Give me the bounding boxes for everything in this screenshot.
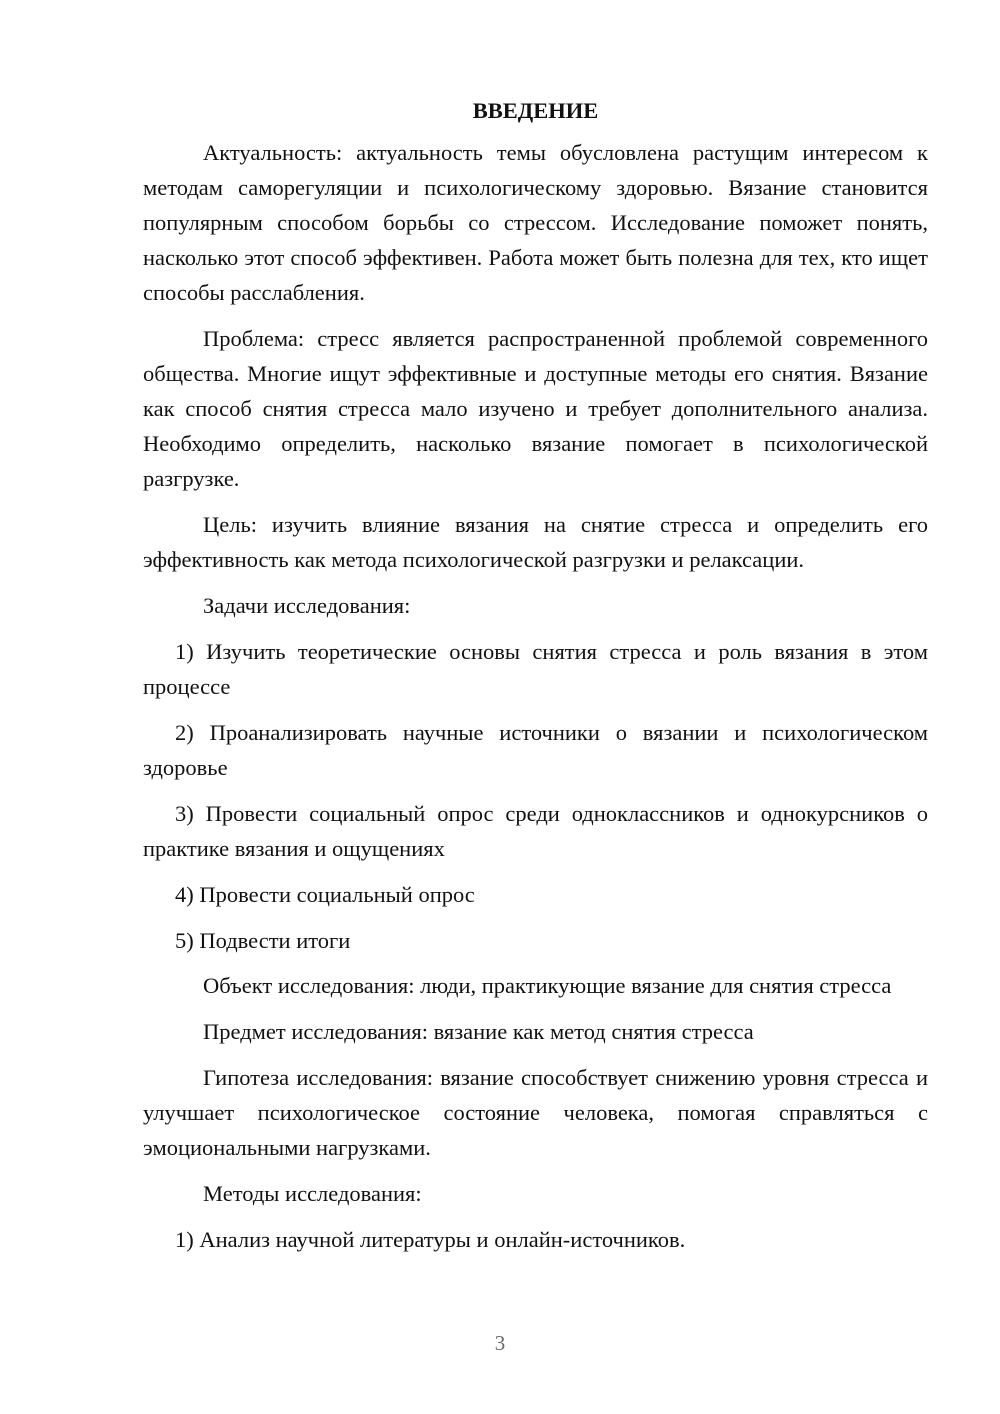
paragraph-subject: Предмет исследования: вязание как метод снятия стресса — [203, 1019, 754, 1044]
paragraph-relevance: Актуальность: актуальность темы обусловлена растущим интересом к методам саморегуляции и психологическому здоровью. Вязание становится популярным способом борьбы со стрессом. Исследование поможет понять, насколько этот способ эффективен. Работа может быть полезна для тех, кто ищет способы расслабления. — [143, 140, 928, 305]
paragraph-tasks-heading: Задачи исследования: — [203, 593, 411, 618]
paragraph-object: Объект исследования: люди, практикующие вязание для снятия стресса — [203, 973, 892, 998]
document-body — [143, 96, 928, 1268]
paragraph-goal: Цель: изучить влияние вязания на снятие стресса и определить его эффективность как метода психологической разгрузки и релаксации. — [143, 512, 928, 572]
paragraph-problem: Проблема: стресс является распространенной проблемой современного общества. Многие ищут эффективные и доступные методы его снятия. Вязание как способ снятия стресса мало изучено и требует дополнительного анализа. Необходимо определить, насколько вязание помогает в психологической разгрузке. — [143, 326, 928, 491]
paragraph-hypothesis: Гипотеза исследования: вязание способствует снижению уровня стресса и улучшает психологическое состояние человека, помогая справляться с эмоциональными нагрузками. — [143, 1065, 928, 1160]
task-item-1: 1) Изучить теоретические основы снятия стресса и роль вязания в этом процессе — [143, 639, 928, 699]
task-item-5: 5) Подвести итоги — [175, 928, 351, 953]
page-number: 3 — [494, 1331, 506, 1355]
section-title: ВВЕДЕНИЕ — [472, 98, 599, 123]
task-item-4: 4) Провести социальный опрос — [175, 882, 475, 907]
method-item-1: 1) Анализ научной литературы и онлайн-источников. — [175, 1227, 686, 1252]
paragraph-methods-heading: Методы исследования: — [203, 1181, 422, 1206]
task-item-3: 3) Провести социальный опрос среди одноклассников и однокурсников о практике вязания и ощущениях — [143, 801, 928, 861]
task-item-2: 2) Проанализировать научные источники о вязании и психологическом здоровье — [143, 720, 928, 780]
